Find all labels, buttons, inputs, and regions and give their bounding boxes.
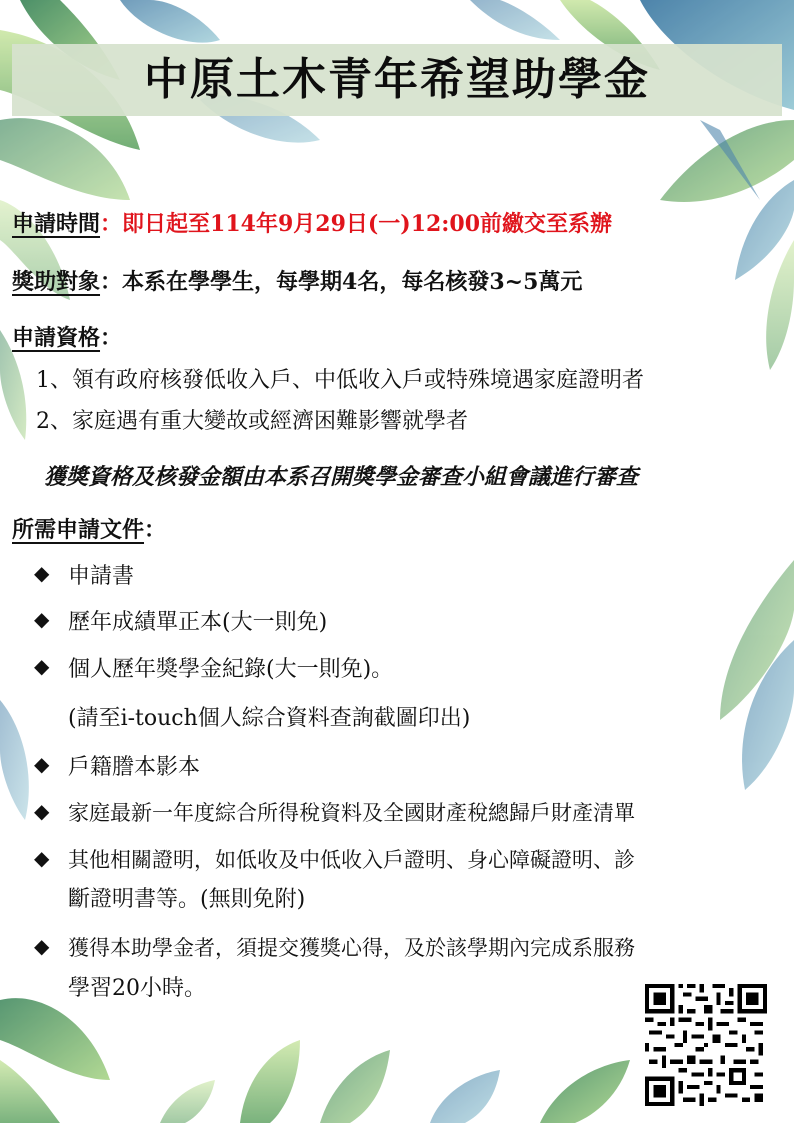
target-value: 本系在學學生，每學期4名，每名核發3~5萬元 — [122, 269, 583, 295]
documents-line — [12, 513, 166, 544]
documents-colon: ： — [144, 517, 167, 543]
document-item: 歷年成績單正本(大一則免) — [68, 610, 328, 635]
target-colon: ： — [100, 269, 123, 295]
document-item: 戶籍謄本影本 — [68, 755, 201, 780]
document-item: 申請書 — [68, 564, 135, 589]
diamond-bullet-icon: ◆ — [34, 846, 50, 870]
documents-label: 所需申請文件 — [12, 517, 145, 543]
document-item: 其他相關證明，如低收及中低收入戶證明、身心障礙證明、診 — [68, 848, 635, 872]
document-item: 家庭最新一年度綜合所得稅資料及全國財產稅總歸戶財產清單 — [68, 801, 635, 825]
document-item: 獲得本助學金者，須提交獲獎心得，及於該學期內完成系服務 — [68, 936, 635, 960]
qr-code-icon — [645, 984, 767, 1106]
apply-time-colon: ： — [100, 211, 123, 237]
document-item-continued: 斷證明書等。(無則免附) — [68, 887, 306, 912]
target-line — [12, 265, 582, 296]
diamond-bullet-icon: ◆ — [34, 607, 50, 631]
document-sub-note: (請至i-touch個人綜合資料查詢截圖印出) — [68, 706, 471, 731]
diamond-bullet-icon: ◆ — [34, 752, 50, 776]
apply-time-label: 申請時間 — [12, 211, 101, 237]
eligibility-colon: ： — [100, 325, 123, 351]
diamond-bullet-icon: ◆ — [34, 654, 50, 678]
apply-time-line — [12, 207, 612, 238]
eligibility-label: 申請資格 — [12, 325, 101, 351]
diamond-bullet-icon: ◆ — [34, 561, 50, 585]
eligibility-item: 1、領有政府核發低收入戶、中低收入戶或特殊境遇家庭證明者 — [36, 368, 644, 393]
review-note: 獲獎資格及核發金額由本系召開獎學金審查小組會議進行審查 — [44, 464, 639, 490]
page-title: 中原土木青年希望助學金 — [144, 54, 650, 105]
apply-time-value: 即日起至114年9月29日(一)12:00前繳交至系辦 — [122, 211, 613, 237]
eligibility-line — [12, 321, 122, 352]
qr-code[interactable] — [641, 980, 771, 1110]
target-label: 獎助對象 — [12, 269, 101, 295]
diamond-bullet-icon: ◆ — [34, 934, 50, 958]
document-item: 個人歷年獎學金紀錄(大一則免)。 — [68, 657, 394, 682]
eligibility-item: 2、家庭遇有重大變故或經濟困難影響就學者 — [36, 409, 468, 434]
diamond-bullet-icon: ◆ — [34, 799, 50, 823]
document-item-continued: 學習20小時。 — [68, 976, 206, 1001]
